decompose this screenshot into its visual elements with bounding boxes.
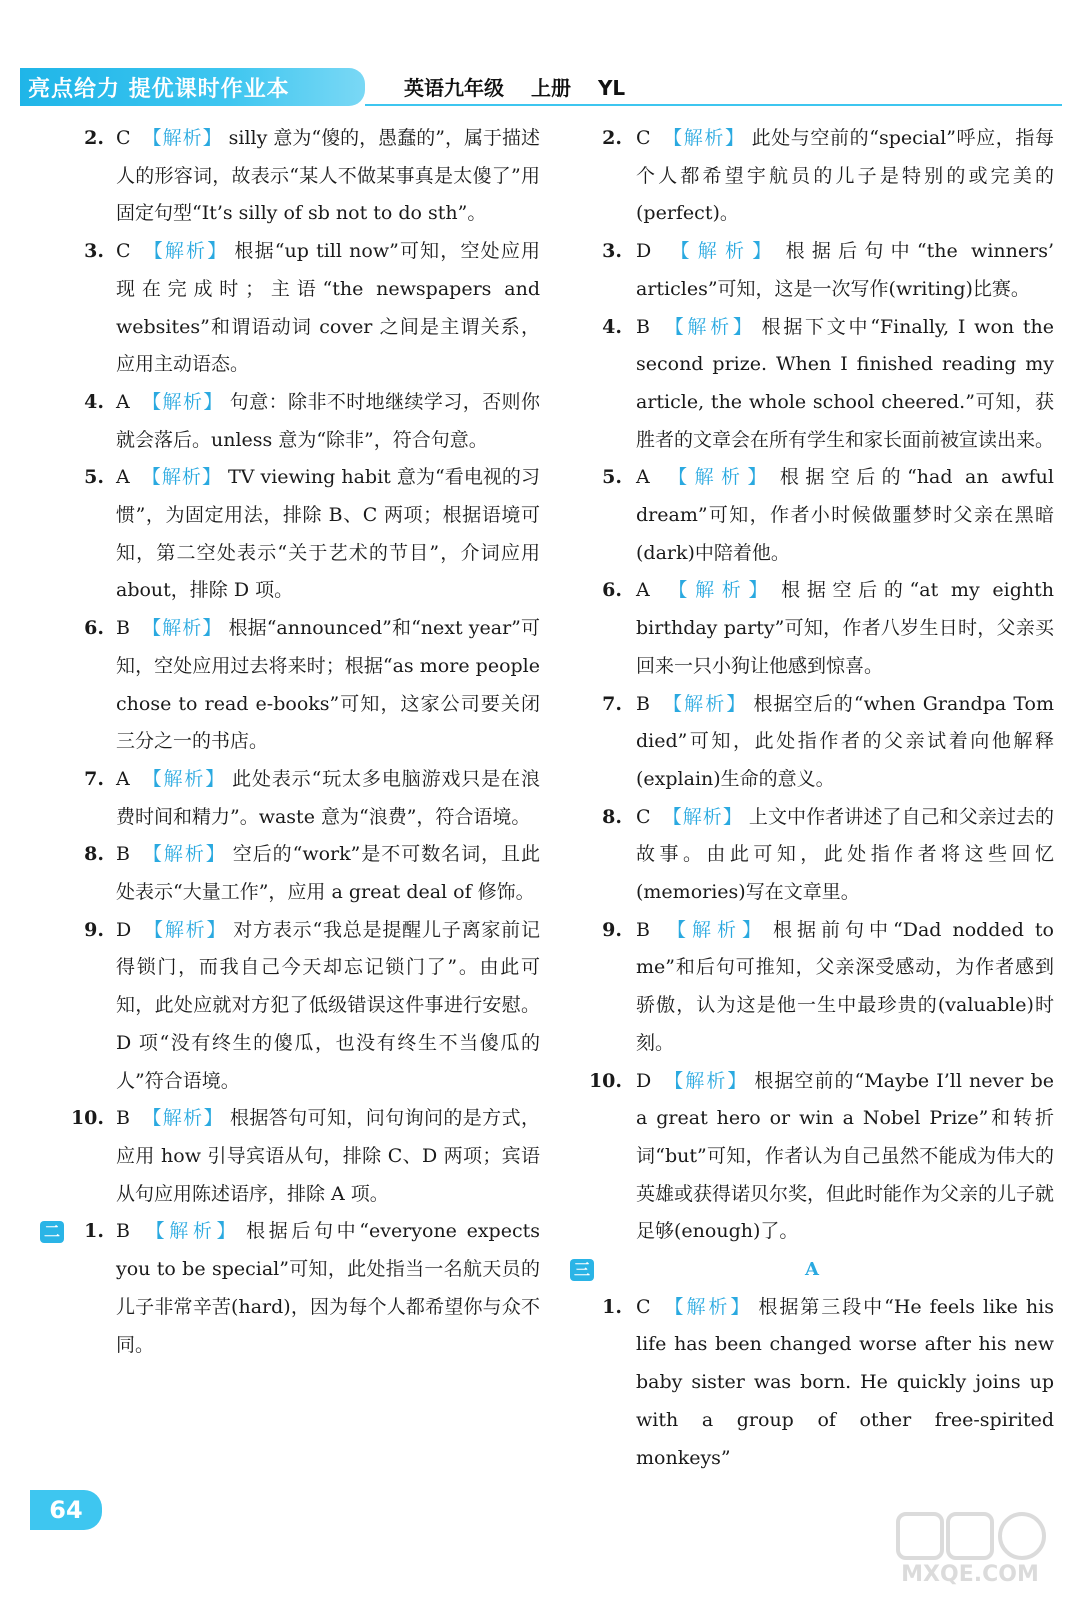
item-number: 4. <box>602 315 622 338</box>
explanation: 根据后句中“the winners’ articles”可知，这是一次写作(writing)比赛。 <box>636 240 1054 300</box>
header-divider <box>365 104 1062 106</box>
analysis-tag: 【解析】 <box>661 692 748 715</box>
item-number: 7. <box>84 767 104 790</box>
answer-item <box>40 233 540 384</box>
answer-letter: B <box>636 692 650 715</box>
item-number: 6. <box>84 617 104 640</box>
analysis-tag: 【解析】 <box>141 843 227 866</box>
subject-label: 英语九年级 <box>404 76 504 100</box>
explanation: 根据“up till now”可知，空处应用现在完成时；主语“the newspapers and websites”和谓语动词 cover 之间是主谓关系，应用主动语态。 <box>116 240 540 376</box>
answer-item <box>40 1213 540 1364</box>
answer-item <box>40 384 540 459</box>
answer-letter: B <box>636 315 650 338</box>
answer-letter: B <box>116 843 130 866</box>
answer-letter: A <box>636 466 650 489</box>
answer-item <box>570 572 1054 685</box>
analysis-tag: 【解析】 <box>663 1069 749 1092</box>
answer-item <box>40 120 540 233</box>
answer-letter: B <box>636 918 650 941</box>
answer-item <box>570 459 1054 572</box>
item-number: 4. <box>84 390 104 413</box>
item-number: 8. <box>84 843 104 866</box>
answer-item <box>40 912 540 1101</box>
answer-item <box>40 836 540 911</box>
answer-letter: D <box>636 1069 652 1092</box>
analysis-tag: 【解析】 <box>141 767 227 790</box>
analysis-tag: 【解析】 <box>662 127 746 149</box>
analysis-tag: 【解析】 <box>141 390 224 413</box>
answer-item <box>570 1289 1054 1478</box>
answer-item <box>570 799 1054 912</box>
book-info <box>404 72 645 101</box>
item-number: 5. <box>84 466 104 489</box>
answer-letter: A <box>116 390 130 413</box>
answer-item <box>40 610 540 761</box>
answer-letter: D <box>116 918 132 941</box>
analysis-tag: 【解析】 <box>141 617 223 640</box>
explanation: 句意：除非不时地继续学习，否则你就会落后。unless 意为“除非”，符合句意。 <box>116 390 540 451</box>
item-number: 1. <box>602 1295 622 1318</box>
answer-item <box>40 761 540 836</box>
watermark <box>880 1508 1060 1594</box>
item-number: 6. <box>602 579 622 602</box>
explanation: 对方表示“我总是提醒儿子离家前记得锁门，而我自己今天却忘记锁门了”。由此可知，此处应就对方犯了低级错误这件事进行安慰。D 项“没有终生的傻瓜，也没有终生不当傻瓜的人”符合语境。 <box>116 918 540 1092</box>
passage-label: A <box>805 1259 819 1281</box>
answer-letter: A <box>116 767 130 790</box>
answer-letter: C <box>636 127 651 149</box>
answer-item <box>570 120 1054 233</box>
explanation: TV viewing habit 意为“看电视的习惯”，为固定用法，排除 B、C 两项；根据语境可知，第二空处表示“关于艺术的节目”，介词应用 about，排除 D 项。 <box>116 466 540 602</box>
answer-letter: C <box>636 1295 651 1318</box>
item-number: 9. <box>602 918 622 941</box>
analysis-tag: 【解析】 <box>141 466 222 489</box>
answer-letter: C <box>116 240 131 263</box>
answer-letter: A <box>116 466 130 489</box>
explanation: 上文中作者讲述了自己和父亲过去的故事。由此可知，此处指作者将这些回忆(memories)写在文章里。 <box>636 805 1054 904</box>
explanation: 根据前句中“Dad nodded to me”和后句可推知，父亲深受感动，为作者感到骄傲，认为这是他一生中最珍贵的(valuable)时刻。 <box>636 918 1054 1054</box>
analysis-tag: 【解析】 <box>661 466 774 489</box>
analysis-tag: 【解析】 <box>662 1295 753 1318</box>
analysis-tag: 【解析】 <box>142 240 229 263</box>
explanation: 根据空后的“at my eighth birthday party”可知，作者八岁生日时，父亲买回来一只小狗让他感到惊喜。 <box>636 579 1054 677</box>
answer-letter: A <box>636 579 650 602</box>
answer-item <box>570 309 1054 460</box>
right-column <box>570 120 1054 1477</box>
answer-letter: D <box>636 240 652 263</box>
item-number: 2. <box>84 127 104 149</box>
watermark-logo-icon <box>880 1508 1060 1564</box>
answer-item <box>570 912 1054 1063</box>
answer-letter: B <box>116 1107 130 1130</box>
brand-title: 亮点给力 提优课时作业本 <box>28 77 290 102</box>
item-number: 3. <box>84 240 104 263</box>
explanation: 根据“announced”和“next year”可知，空处应用过去将来时；根据“as more people chose to read e-books”可知，这家公司要关闭三分之一的书店。 <box>116 617 540 753</box>
answer-item <box>40 459 540 610</box>
explanation: 根据后句中“everyone expects you to be special”可知，此处指当一名航天员的儿子非常辛苦(hard)，因为每个人都希望你与众不同。 <box>116 1220 540 1356</box>
explanation: 根据空前的“Maybe I’ll never be a great hero or win a Nobel Prize”和转折词“but”可知，作者认为自己虽然不能成为伟大的英雄或获得诺贝尔奖，但此时能作为父亲的儿子就足够(enough)了。 <box>636 1069 1055 1243</box>
answer-item <box>570 686 1054 799</box>
analysis-tag: 【解析】 <box>141 1107 224 1130</box>
page-number: 64 <box>30 1490 102 1530</box>
explanation: 根据空后的“when Grandpa Tom died”可知，此处指作者的父亲试着向他解释(explain)生命的意义。 <box>636 692 1054 790</box>
analysis-tag: 【解析】 <box>661 918 767 941</box>
section-header <box>570 1251 1054 1289</box>
answer-item <box>570 233 1054 308</box>
watermark-text: MXQE.COM <box>901 1562 1039 1587</box>
item-number: 7. <box>602 692 622 715</box>
answer-letter: B <box>116 617 130 640</box>
analysis-tag: 【解析】 <box>662 805 743 828</box>
item-number: 2. <box>602 127 622 149</box>
item-number: 10. <box>588 1069 622 1092</box>
explanation: 空后的“work”是不可数名词，且此处表示“大量工作”，应用 a great deal of 修饰。 <box>116 843 540 904</box>
explanation: 根据下文中“Finally, I won the second prize. When I finished reading my article, the whole school cheered.”可知，获胜者的文章会在所有学生和家长面前被宣读出来。 <box>636 315 1055 451</box>
page-header <box>0 0 1082 110</box>
answer-item <box>40 1100 540 1213</box>
answer-item <box>570 1063 1054 1252</box>
analysis-tag: 【解析】 <box>141 1220 241 1243</box>
answer-letter: B <box>116 1220 130 1243</box>
analysis-tag: 【解析】 <box>661 315 756 338</box>
item-number: 1. <box>84 1220 104 1243</box>
analysis-tag: 【解析】 <box>663 240 780 263</box>
explanation: silly 意为“傻的，愚蠢的”，属于描述人的形容词，故表示“某人不做某事真是太傻了”用固定句型“It’s silly of sb not to do sth”。 <box>116 127 540 225</box>
answer-letter: C <box>116 127 131 149</box>
analysis-tag: 【解析】 <box>143 918 228 941</box>
explanation: 此处表示“玩太多电脑游戏只是在浪费时间和精力”。waste 意为“浪费”，符合语境。 <box>116 767 540 828</box>
answer-letter: C <box>636 805 651 828</box>
section-badge: 二 <box>40 1221 64 1243</box>
explanation: 根据空后的“had an awful dream”可知，作者小时候做噩梦时父亲在黑暗(dark)中陪着他。 <box>636 466 1054 564</box>
explanation: 此处与空前的“special”呼应，指每个人都希望宇航员的儿子是特别的或完美的(perfect)。 <box>636 127 1054 225</box>
left-column <box>40 120 540 1364</box>
explanation: 根据第三段中“He feels like his life has been changed worse after his new baby sister was born. He quickly joins up with a group of other free-spirited monkeys” <box>636 1295 1054 1469</box>
analysis-tag: 【解析】 <box>661 579 776 602</box>
explanation: 根据答句可知，问句询问的是方式，应用 how 引导宾语从句，排除 C、D 两项；宾语从句应用陈述语序，排除 A 项。 <box>116 1107 540 1205</box>
section-badge: 三 <box>570 1259 594 1281</box>
item-number: 3. <box>602 240 622 263</box>
item-number: 8. <box>602 805 622 828</box>
item-number: 9. <box>84 918 104 941</box>
item-number: 5. <box>602 466 622 489</box>
analysis-tag: 【解析】 <box>142 127 223 149</box>
item-number: 10. <box>70 1107 104 1130</box>
edition-label: YL <box>597 76 626 100</box>
volume-label: 上册 <box>530 76 571 100</box>
